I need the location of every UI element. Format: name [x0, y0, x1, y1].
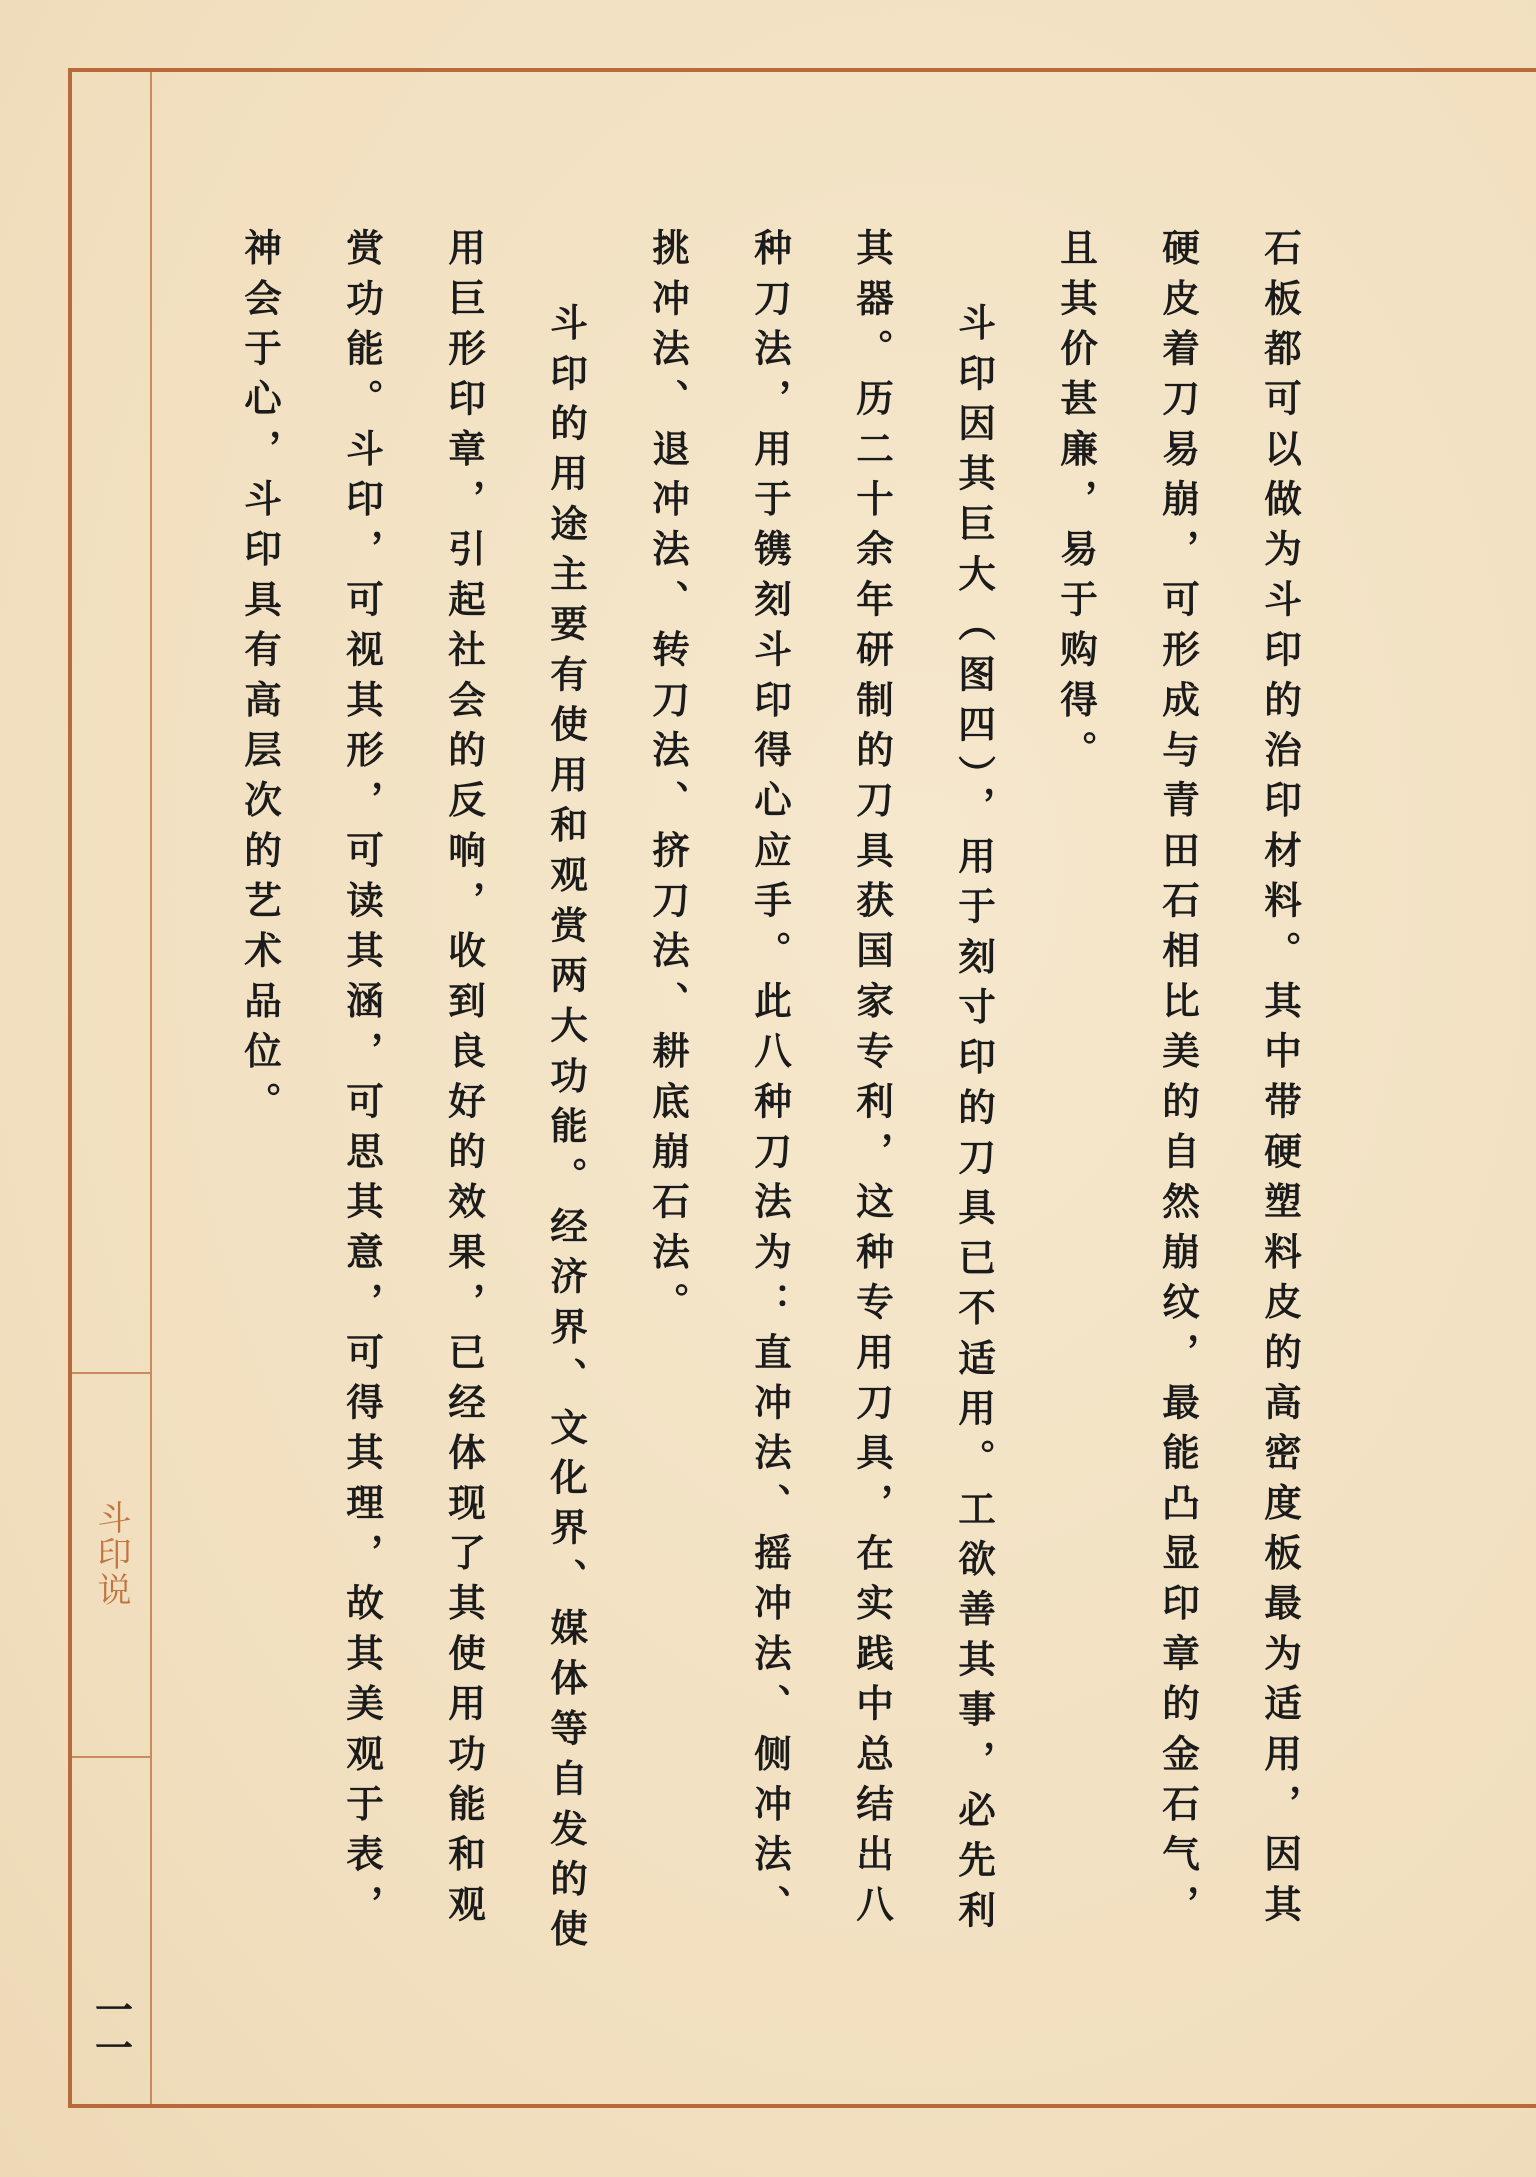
running-title: 斗印说	[91, 1500, 131, 1608]
paragraph-2: 斗印因其巨大（图四），用于刻寸印的刀具已不适用。工欲善其事，必先利其器。历二十余年研制的刀具获国家专利，这种专用刀具，在实践中总结出八种刀法，用于镌刻斗印得心应手。此八种刀法为：直冲法、摇冲法、侧冲法、挑冲法、退冲法、转刀法、挤刀法、耕底崩石法。	[646, 228, 996, 1941]
paragraph-3: 斗印的用途主要有使用和观赏两大功能。经济界、文化界、媒体等自发的使用巨形印章，引起社会的反响，收到良好的效果，已经体现了其使用功能和观赏功能。斗印，可视其形，可读其涵，可思其意，可得其理，故其美观于表，神会于心，斗印具有高层次的艺术品位。	[238, 228, 588, 1960]
paragraph-1: 石板都可以做为斗印的治印材料。其中带硬塑料皮的高密度板最为适用，因其硬皮着刀易崩，可形成与青田石相比美的自然崩纹，最能凸显印章的金石气，且其价甚廉，易于购得。	[1054, 228, 1302, 1935]
page-number: 一一	[88, 1990, 134, 2066]
gutter-rule-upper	[72, 1372, 152, 1374]
body-text	[209, 228, 1331, 1968]
gutter-divider	[150, 72, 152, 2104]
gutter-rule-lower	[72, 1756, 152, 1758]
